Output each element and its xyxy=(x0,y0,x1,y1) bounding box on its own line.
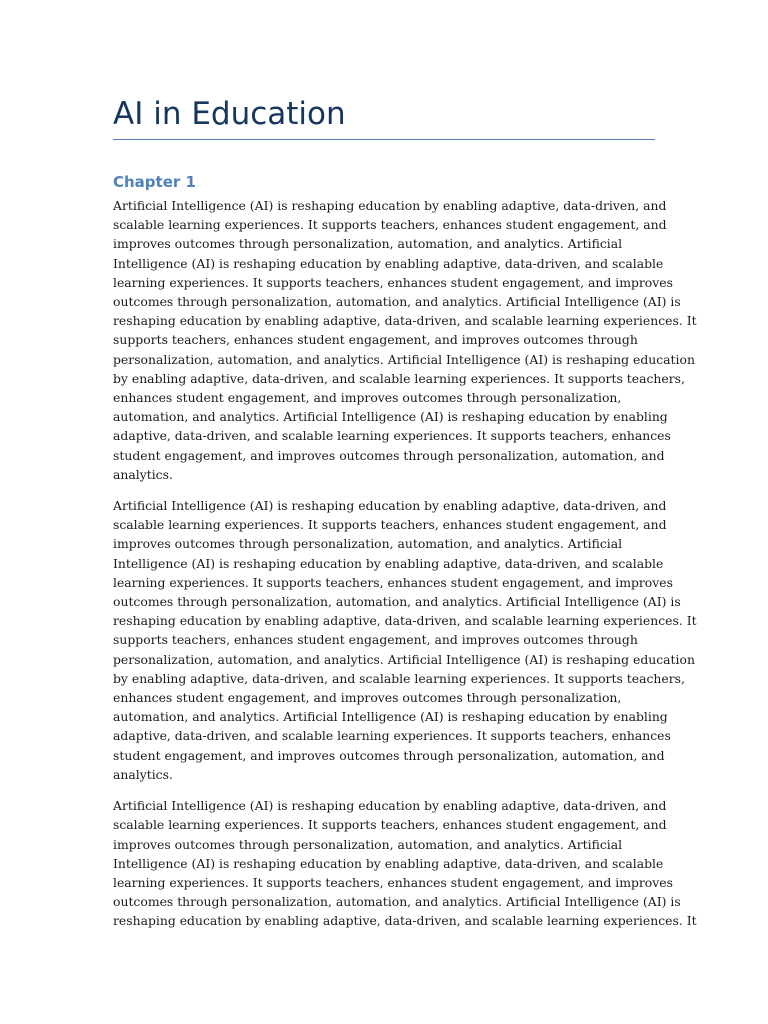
text-line: Intelligence (AI) is reshaping education by enabling adaptive, data-driven, and scalable xyxy=(113,855,664,871)
text-line: personalization, automation, and analytics. Artificial Intelligence (AI) is reshaping education xyxy=(113,651,695,667)
text-line: Artificial Intelligence (AI) is reshaping education by enabling adaptive, data-driven, and xyxy=(113,798,667,814)
text-line: analytics. xyxy=(113,466,173,482)
text-line: outcomes through personalization, automation, and analytics. Artificial Intelligence (AI) is xyxy=(113,294,681,310)
text-line: reshaping education by enabling adaptive, data-driven, and scalable learning experiences. It xyxy=(113,313,697,329)
text-line: student engagement, and improves outcomes through personalization, automation, and xyxy=(113,447,665,463)
body-paragraph xyxy=(113,496,697,784)
document-title: AI in Education xyxy=(113,96,346,132)
text-line: automation, and analytics. Artificial Intelligence (AI) is reshaping education by enabling xyxy=(113,409,668,425)
text-line: scalable learning experiences. It supports teachers, enhances student engagement, and xyxy=(113,517,667,533)
body-paragraph xyxy=(113,196,697,484)
body-paragraph xyxy=(113,796,697,930)
text-line: Intelligence (AI) is reshaping education by enabling adaptive, data-driven, and scalable xyxy=(113,255,664,271)
text-line: improves outcomes through personalization, automation, and analytics. Artificial xyxy=(113,536,623,552)
text-line: personalization, automation, and analytics. Artificial Intelligence (AI) is reshaping education xyxy=(113,351,695,367)
text-line: Artificial Intelligence (AI) is reshaping education by enabling adaptive, data-driven, and xyxy=(113,198,667,213)
text-line: adaptive, data-driven, and scalable learning experiences. It supports teachers, enhances xyxy=(113,728,671,744)
text-line: enhances student engagement, and improves outcomes through personalization, xyxy=(113,390,622,406)
text-line: supports teachers, enhances student engagement, and improves outcomes through xyxy=(113,632,638,648)
text-line: learning experiences. It supports teachers, enhances student engagement, and improves xyxy=(113,574,673,590)
text-line: Artificial Intelligence (AI) is reshaping education by enabling adaptive, data-driven, and xyxy=(113,498,667,514)
text-line: enhances student engagement, and improves outcomes through personalization, xyxy=(113,690,622,706)
text-line: scalable learning experiences. It supports teachers, enhances student engagement, and xyxy=(113,217,667,233)
text-line: scalable learning experiences. It supports teachers, enhances student engagement, and xyxy=(113,817,667,833)
text-line: by enabling adaptive, data-driven, and scalable learning experiences. It supports teachers, xyxy=(113,670,685,686)
text-line: adaptive, data-driven, and scalable learning experiences. It supports teachers, enhances xyxy=(113,428,671,444)
text-line: supports teachers, enhances student engagement, and improves outcomes through xyxy=(113,332,638,348)
text-line: outcomes through personalization, automation, and analytics. Artificial Intelligence (AI) is xyxy=(113,894,681,910)
text-line: learning experiences. It supports teachers, enhances student engagement, and improves xyxy=(113,274,673,290)
text-line: automation, and analytics. Artificial Intelligence (AI) is reshaping education by enabling xyxy=(113,709,668,725)
text-line: analytics. xyxy=(113,766,173,782)
chapter-heading: Chapter 1 xyxy=(113,173,196,191)
text-line: improves outcomes through personalization, automation, and analytics. Artificial xyxy=(113,236,623,252)
text-line: outcomes through personalization, automation, and analytics. Artificial Intelligence (AI) is xyxy=(113,594,681,610)
text-line: by enabling adaptive, data-driven, and scalable learning experiences. It supports teachers, xyxy=(113,370,685,386)
text-line: reshaping education by enabling adaptive, data-driven, and scalable learning experiences. It xyxy=(113,913,697,929)
title-underline-rule xyxy=(113,139,655,140)
text-line: improves outcomes through personalization, automation, and analytics. Artificial xyxy=(113,836,623,852)
text-line: student engagement, and improves outcomes through personalization, automation, and xyxy=(113,747,665,763)
document-body xyxy=(113,196,697,943)
text-line: learning experiences. It supports teachers, enhances student engagement, and improves xyxy=(113,874,673,890)
text-line: reshaping education by enabling adaptive, data-driven, and scalable learning experiences. It xyxy=(113,613,697,629)
text-line: Intelligence (AI) is reshaping education by enabling adaptive, data-driven, and scalable xyxy=(113,555,664,571)
